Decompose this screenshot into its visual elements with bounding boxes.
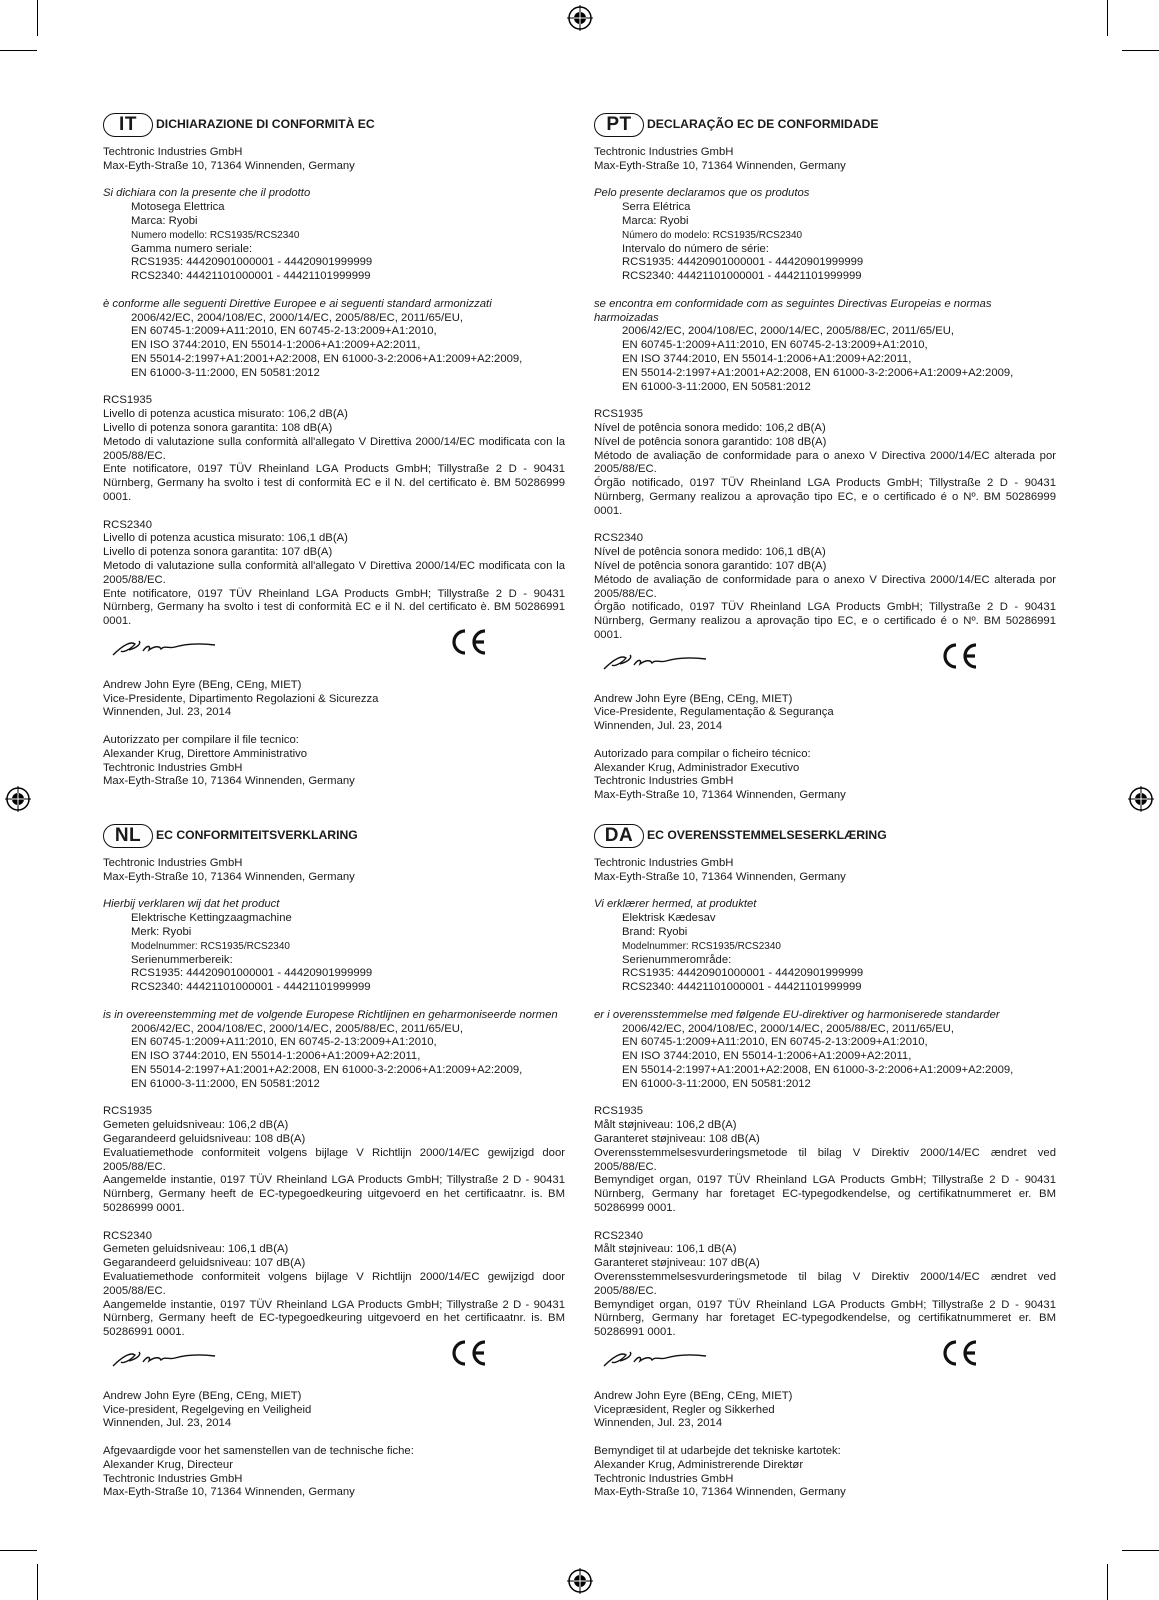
model-heading: RCS2340	[103, 1229, 152, 1242]
language-badge: DA	[594, 824, 644, 848]
section-pt	[594, 112, 1056, 803]
measured-sound-level: Gemeten geluidsniveau: 106,1 dB(A)	[103, 1243, 289, 1256]
notified-body: Ente notificatore, 0197 TÜV Rheinland LGA Products GmbH; Tillystraße 2 D - 90431 Nürnberg, Germany ha svolto i test di conformità EC e il N. del certificato è. BM 50286991 0001.	[103, 587, 565, 628]
signature-row	[103, 629, 565, 679]
assessment-method: Overensstemmelsesvurderingsmetode til bilag V Direktiv 2000/14/EC ændret ved 2005/88/EC.	[594, 1270, 1056, 1297]
product-name: Motosega Elettrica	[131, 201, 225, 214]
authorized-person: Alexander Krug, Administrador Executivo	[594, 761, 800, 774]
product-brand: Marca: Ryobi	[131, 214, 198, 227]
company-address: Max-Eyth-Straße 10, 71364 Winnenden, Germany	[103, 159, 355, 172]
ce-mark	[448, 1338, 490, 1368]
conformity-intro: is in overeenstemming met de volgende Europese Richtlijnen en geharmoniseerde normen	[103, 1008, 558, 1021]
standard-line: EN 55014-2:1997+A1:2001+A2:2008, EN 61000-3-2:2006+A1:2009+A2:2009,	[622, 1063, 1014, 1076]
standard-line: EN 61000-3-11:2000, EN 50581:2012	[131, 1077, 320, 1090]
company-name: Techtronic Industries GmbH	[594, 775, 734, 788]
standard-line: EN 60745-1:2009+A11:2010, EN 60745-2-13:2009+A1:2010,	[131, 1036, 437, 1049]
guaranteed-sound-level: Gegarandeerd geluidsniveau: 108 dB(A)	[103, 1132, 306, 1145]
section-it	[103, 112, 565, 789]
serial-heading: Intervalo do número de série:	[622, 242, 769, 255]
signer-name: Andrew John Eyre (BEng, CEng, MIET)	[594, 692, 793, 705]
standard-line: EN 55014-2:1997+A1:2001+A2:2008, EN 61000-3-2:2006+A1:2009+A2:2009,	[622, 366, 1014, 379]
signer-name: Andrew John Eyre (BEng, CEng, MIET)	[103, 678, 302, 691]
section-heading	[103, 112, 565, 138]
section-nl	[103, 823, 565, 1500]
crop-mark	[1122, 50, 1159, 51]
section-heading	[594, 112, 1056, 138]
serial-range: RCS1935: 44420901000001 - 44420901999999	[622, 967, 864, 980]
standard-line: EN ISO 3744:2010, EN 55014-1:2006+A1:2009+A2:2011,	[131, 1050, 421, 1063]
section-da	[594, 823, 1056, 1500]
signer-name: Andrew John Eyre (BEng, CEng, MIET)	[103, 1389, 302, 1402]
signature-row	[594, 1340, 1056, 1390]
product-name: Elektrische Kettingzaagmachine	[131, 912, 292, 925]
guaranteed-sound-level: Garanteret støjniveau: 108 dB(A)	[594, 1132, 760, 1145]
assessment-method: Evaluatiemethode conformiteit volgens bijlage V Richtlijn 2000/14/EC gewijzigd door 2005/88/EC.	[103, 1270, 565, 1297]
language-badge: PT	[594, 113, 644, 137]
product-name: Elektrisk Kædesav	[622, 912, 716, 925]
authorized-person: Alexander Krug, Direttore Amministrativo	[103, 747, 308, 760]
crop-mark	[1107, 0, 1108, 36]
signature	[109, 1346, 219, 1372]
language-badge: IT	[103, 113, 153, 137]
company-name: Techtronic Industries GmbH	[594, 1472, 734, 1485]
section-title: DECLARAÇÃO EC DE CONFORMIDADE	[647, 117, 879, 132]
model-number: Número do modelo: RCS1935/RCS2340	[622, 229, 803, 241]
authorized-heading: Afgevaardigde voor het samenstellen van de technische fiche:	[103, 1445, 414, 1458]
guaranteed-sound-level: Livello di potenza sonora garantita: 107 dB(A)	[103, 546, 333, 559]
notified-body: Órgão notificado, 0197 TÜV Rheinland LGA Products GmbH; Tillystraße 2 D - 90431 Nürnberg, Germany realizou a aprovação tipo EC, e o certificado é o Nº. BM 50286999 0001.	[594, 477, 1056, 517]
registration-mark-icon	[567, 5, 593, 31]
model-number: Modelnummer: RCS1935/RCS2340	[131, 940, 290, 952]
crop-mark	[0, 1550, 37, 1551]
serial-range: RCS2340: 44421101000001 - 44421101999999	[131, 270, 371, 283]
authorized-heading: Bemyndiget til at udarbejde det tekniske kartotek:	[594, 1445, 841, 1458]
serial-heading: Serienummerbereik:	[131, 953, 233, 966]
company-address: Max-Eyth-Straße 10, 71364 Winnenden, Germany	[594, 789, 846, 802]
model-heading: RCS1935	[594, 1105, 643, 1118]
standard-line: EN 61000-3-11:2000, EN 50581:2012	[131, 366, 320, 379]
assessment-method: Metodo di valutazione sulla conformità all'allegato V Direttiva 2000/14/EC modificata con la 2005/88/EC.	[103, 559, 565, 586]
crop-mark	[1122, 1550, 1159, 1551]
standard-line: EN ISO 3744:2010, EN 55014-1:2006+A1:2009+A2:2011,	[622, 1050, 912, 1063]
serial-range: RCS1935: 44420901000001 - 44420901999999	[131, 967, 373, 980]
declaration-intro: Vi erklærer hermed, at produktet	[594, 898, 757, 911]
section-heading	[594, 823, 1056, 849]
guaranteed-sound-level: Garanteret støjniveau: 107 dB(A)	[594, 1257, 760, 1270]
standard-line: EN 61000-3-11:2000, EN 50581:2012	[622, 380, 811, 393]
guaranteed-sound-level: Nível de potência sonora garantido: 108 dB(A)	[594, 435, 827, 448]
registration-mark-icon	[1128, 786, 1154, 812]
measured-sound-level: Nível de potência sonora medido: 106,1 dB(A)	[594, 546, 826, 559]
section-title: EC CONFORMITEITSVERKLARING	[156, 828, 358, 843]
signature-row	[103, 1340, 565, 1390]
company-name: Techtronic Industries GmbH	[594, 146, 734, 158]
signing-date: Winnenden, Jul. 23, 2014	[594, 1417, 723, 1430]
serial-range: RCS1935: 44420901000001 - 44420901999999	[131, 256, 373, 269]
serial-heading: Serienummerområde:	[622, 953, 732, 966]
standard-line: EN ISO 3744:2010, EN 55014-1:2006+A1:2009+A2:2011,	[622, 352, 912, 365]
signature	[600, 649, 710, 675]
ce-mark	[939, 1338, 981, 1368]
declaration-intro: Pelo presente declaramos que os produtos	[594, 187, 810, 200]
guaranteed-sound-level: Nível de potência sonora garantido: 107 dB(A)	[594, 559, 827, 572]
standard-line: 2006/42/EC, 2004/108/EC, 2000/14/EC, 2005/88/EC, 2011/65/EU,	[622, 1022, 955, 1035]
authorized-person: Alexander Krug, Administrerende Direktør	[594, 1458, 804, 1471]
section-title: DICHIARAZIONE DI CONFORMITÀ EC	[156, 117, 375, 132]
standard-line: EN 55014-2:1997+A1:2001+A2:2008, EN 61000-3-2:2006+A1:2009+A2:2009,	[131, 352, 523, 365]
section-title: EC OVERENSSTEMMELSESERKLÆRING	[647, 828, 887, 843]
measured-sound-level: Målt støjniveau: 106,2 dB(A)	[594, 1119, 737, 1132]
assessment-method: Overensstemmelsesvurderingsmetode til bilag V Direktiv 2000/14/EC ændret ved 2005/88/EC.	[594, 1146, 1056, 1173]
company-name: Techtronic Industries GmbH	[103, 857, 243, 869]
company-address: Max-Eyth-Straße 10, 71364 Winnenden, Germany	[103, 870, 355, 883]
notified-body: Aangemelde instantie, 0197 TÜV Rheinland LGA Products GmbH; Tillystraße 2 D - 90431 Nürnberg, Germany heeft de EC-typegoedkeuring uitgevoerd en het certificaatnr. is. BM 50286991 0001.	[103, 1298, 565, 1339]
authorized-heading: Autorizzato per compilare il file tecnico:	[103, 734, 299, 747]
standard-line: EN 55014-2:1997+A1:2001+A2:2008, EN 61000-3-2:2006+A1:2009+A2:2009,	[131, 1063, 523, 1076]
registration-mark-icon	[567, 1568, 593, 1594]
product-brand: Brand: Ryobi	[622, 925, 688, 938]
assessment-method: Método de avaliação de conformidade para o anexo V Directiva 2000/14/EC alterada por 2005/88/EC.	[594, 573, 1056, 600]
standard-line: EN ISO 3744:2010, EN 55014-1:2006+A1:2009+A2:2011,	[131, 339, 421, 352]
notified-body: Bemyndiget organ, 0197 TÜV Rheinland LGA Products GmbH; Tillystraße 2 D - 90431 Nürnberg, Germany har foretaget EC-typegodkendelse, og certifikatnummeret er. BM 50286999 0001.	[594, 1174, 1056, 1214]
product-brand: Marca: Ryobi	[622, 214, 689, 227]
model-number: Modelnummer: RCS1935/RCS2340	[622, 940, 781, 952]
model-heading: RCS2340	[594, 1229, 643, 1242]
serial-range: RCS2340: 44421101000001 - 44421101999999	[131, 981, 371, 994]
section-heading	[103, 823, 565, 849]
standard-line: EN 60745-1:2009+A11:2010, EN 60745-2-13:2009+A1:2010,	[622, 1036, 928, 1049]
conformity-intro: se encontra em conformidade com as seguintes Directivas Europeias e normas harmoizadas	[594, 297, 992, 324]
company-name: Techtronic Industries GmbH	[103, 761, 243, 774]
signer-title: Vice-president, Regelgeving en Veiligheid	[103, 1403, 312, 1416]
assessment-method: Metodo di valutazione sulla conformità all'allegato V Direttiva 2000/14/EC modificata con la 2005/88/EC.	[103, 435, 565, 462]
standard-line: 2006/42/EC, 2004/108/EC, 2000/14/EC, 2005/88/EC, 2011/65/EU,	[131, 1022, 464, 1035]
signature-row	[594, 643, 1056, 693]
notified-body: Ente notificatore, 0197 TÜV Rheinland LGA Products GmbH; Tillystraße 2 D - 90431 Nürnberg, Germany ha svolto i test di conformità EC e il N. del certificato è. BM 50286999 0001.	[103, 463, 565, 503]
serial-range: RCS1935: 44420901000001 - 44420901999999	[622, 256, 864, 269]
notified-body: Bemyndiget organ, 0197 TÜV Rheinland LGA Products GmbH; Tillystraße 2 D - 90431 Nürnberg, Germany har foretaget EC-typegodkendelse, og certifikatnummeret er. BM 50286991 0001.	[594, 1298, 1056, 1339]
authorized-person: Alexander Krug, Directeur	[103, 1458, 233, 1471]
ce-mark	[939, 641, 981, 671]
company-name: Techtronic Industries GmbH	[594, 857, 734, 869]
signing-date: Winnenden, Jul. 23, 2014	[103, 1417, 232, 1430]
model-heading: RCS2340	[103, 518, 152, 531]
company-name: Techtronic Industries GmbH	[103, 1472, 243, 1485]
signer-title: Vicepræsident, Regler og Sikkerhed	[594, 1403, 775, 1416]
company-address: Max-Eyth-Straße 10, 71364 Winnenden, Germany	[103, 1486, 355, 1499]
product-brand: Merk: Ryobi	[131, 925, 192, 938]
signing-date: Winnenden, Jul. 23, 2014	[103, 706, 232, 719]
standard-line: 2006/42/EC, 2004/108/EC, 2000/14/EC, 2005/88/EC, 2011/65/EU,	[622, 325, 955, 338]
measured-sound-level: Målt støjniveau: 106,1 dB(A)	[594, 1243, 737, 1256]
registration-mark-icon	[5, 786, 31, 812]
signer-name: Andrew John Eyre (BEng, CEng, MIET)	[594, 1389, 793, 1402]
guaranteed-sound-level: Livello di potenza sonora garantita: 108 dB(A)	[103, 421, 333, 434]
model-heading: RCS1935	[103, 394, 152, 407]
company-address: Max-Eyth-Straße 10, 71364 Winnenden, Germany	[594, 1486, 846, 1499]
model-heading: RCS2340	[594, 532, 643, 545]
assessment-method: Método de avaliação de conformidade para o anexo V Directiva 2000/14/EC alterada por 2005/88/EC.	[594, 449, 1056, 476]
declaration-intro: Si dichiara con la presente che il prodotto	[103, 187, 311, 200]
company-address: Max-Eyth-Straße 10, 71364 Winnenden, Germany	[103, 775, 355, 788]
crop-mark	[0, 50, 37, 51]
serial-range: RCS2340: 44421101000001 - 44421101999999	[622, 270, 862, 283]
signature	[109, 635, 219, 661]
product-name: Serra Elétrica	[622, 201, 691, 214]
measured-sound-level: Livello di potenza acustica misurato: 106,1 dB(A)	[103, 532, 348, 545]
language-badge: NL	[103, 824, 153, 848]
company-name: Techtronic Industries GmbH	[103, 146, 243, 158]
measured-sound-level: Livello di potenza acustica misurato: 106,2 dB(A)	[103, 408, 348, 421]
serial-heading: Gamma numero seriale:	[131, 242, 253, 255]
company-address: Max-Eyth-Straße 10, 71364 Winnenden, Germany	[594, 870, 846, 883]
standard-line: EN 60745-1:2009+A11:2010, EN 60745-2-13:2009+A1:2010,	[622, 339, 928, 352]
assessment-method: Evaluatiemethode conformiteit volgens bijlage V Richtlijn 2000/14/EC gewijzigd door 2005/88/EC.	[103, 1146, 565, 1173]
signing-date: Winnenden, Jul. 23, 2014	[594, 720, 723, 733]
authorized-heading: Autorizado para compilar o ficheiro técnico:	[594, 747, 811, 760]
conformity-intro: er i overensstemmelse med følgende EU-direktiver og harmoniserede standarder	[594, 1008, 1000, 1021]
model-heading: RCS1935	[103, 1105, 152, 1118]
company-address: Max-Eyth-Straße 10, 71364 Winnenden, Germany	[594, 159, 846, 172]
measured-sound-level: Nível de potência sonora medido: 106,2 dB(A)	[594, 421, 826, 434]
model-number: Numero modello: RCS1935/RCS2340	[131, 229, 300, 241]
crop-mark	[37, 0, 38, 36]
signer-title: Vice-Presidente, Regulamentação & Segurança	[594, 706, 834, 719]
serial-range: RCS2340: 44421101000001 - 44421101999999	[622, 981, 862, 994]
measured-sound-level: Gemeten geluidsniveau: 106,2 dB(A)	[103, 1119, 289, 1132]
crop-mark	[37, 1564, 38, 1600]
signer-title: Vice-Presidente, Dipartimento Regolazioni & Sicurezza	[103, 692, 379, 705]
signature	[600, 1346, 710, 1372]
notified-body: Aangemelde instantie, 0197 TÜV Rheinland LGA Products GmbH; Tillystraße 2 D - 90431 Nürnberg, Germany heeft de EC-typegoedkeuring uitgevoerd en het certificaatnr. is. BM 50286999 0001.	[103, 1174, 565, 1214]
standard-line: EN 61000-3-11:2000, EN 50581:2012	[622, 1077, 811, 1090]
ce-mark	[448, 627, 490, 657]
guaranteed-sound-level: Gegarandeerd geluidsniveau: 107 dB(A)	[103, 1257, 306, 1270]
crop-mark	[1107, 1564, 1108, 1600]
standard-line: EN 60745-1:2009+A11:2010, EN 60745-2-13:2009+A1:2010,	[131, 325, 437, 338]
declaration-intro: Hierbij verklaren wij dat het product	[103, 898, 280, 911]
standard-line: 2006/42/EC, 2004/108/EC, 2000/14/EC, 2005/88/EC, 2011/65/EU,	[131, 311, 464, 324]
model-heading: RCS1935	[594, 408, 643, 421]
notified-body: Órgão notificado, 0197 TÜV Rheinland LGA Products GmbH; Tillystraße 2 D - 90431 Nürnberg, Germany realizou a aprovação tipo EC, e o certificado é o Nº. BM 50286991 0001.	[594, 601, 1056, 641]
conformity-intro: è conforme alle seguenti Direttive Europee e ai seguenti standard armonizzati	[103, 297, 492, 310]
